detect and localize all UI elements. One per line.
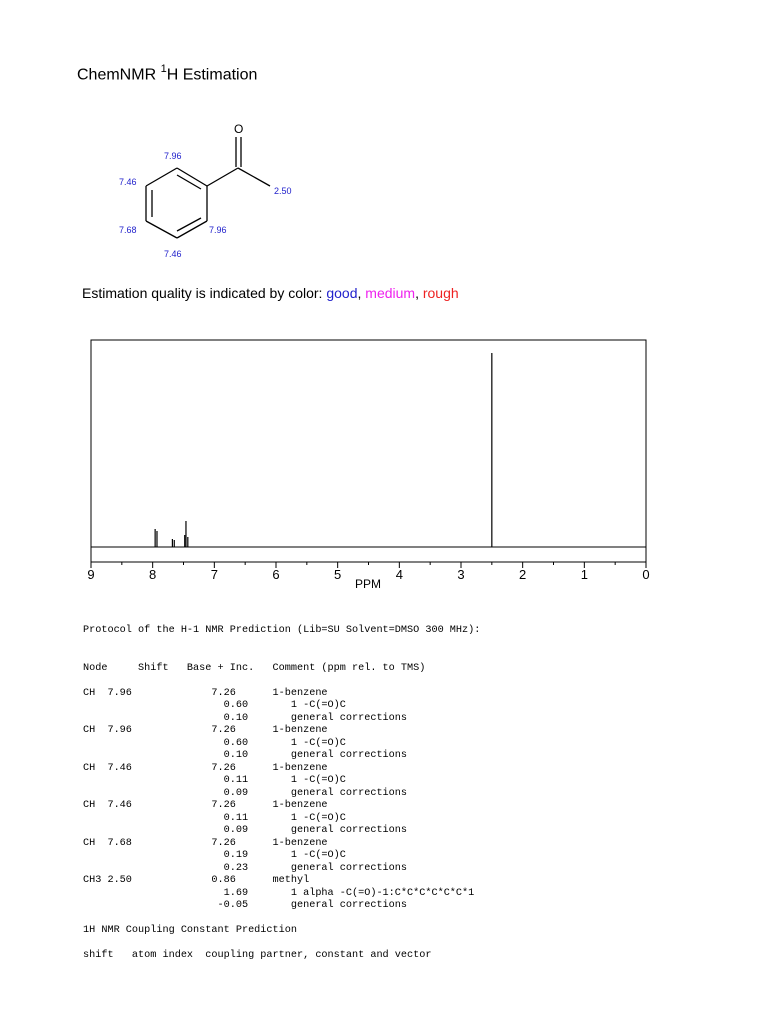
x-tick-label: 2 (519, 567, 527, 582)
shift-label-para: 7.68 (119, 225, 137, 235)
shift-label-ortho-top: 7.96 (164, 151, 182, 161)
protocol-row: CH 7.68 7.26 1-benzene (83, 837, 328, 849)
oxygen-atom-label: O (234, 122, 244, 136)
x-tick-label: 6 (272, 567, 280, 582)
protocol-row: CH 7.46 7.26 1-benzene (83, 800, 328, 811)
title-prefix: ChemNMR (77, 66, 161, 84)
prediction-protocol (83, 625, 480, 963)
x-axis-label: PPM (354, 577, 382, 591)
quality-medium: medium (365, 285, 416, 301)
x-tick-label: 1 (580, 567, 588, 582)
x-tick-label: 9 (87, 567, 95, 582)
quality-sep2: , (415, 285, 423, 301)
title-suffix: H Estimation (166, 66, 258, 84)
protocol-row: 0.11 1 -C(=O)C (83, 812, 346, 824)
quality-sep1: , (357, 285, 366, 301)
protocol-row: -0.05 general corrections (83, 900, 408, 911)
protocol-row: 0.10 general corrections (83, 750, 408, 761)
quality-prefix: Estimation quality is indicated by color: (82, 285, 327, 301)
acetophenone-structure (100, 115, 310, 265)
protocol-row: CH 7.46 7.26 1-benzene (83, 762, 328, 774)
shift-label-meta-top: 7.46 (119, 177, 137, 187)
protocol-row: CH 7.96 7.26 1-benzene (83, 725, 328, 736)
x-tick-label: 0 (642, 567, 650, 582)
protocol-row: 0.60 1 -C(=O)C (83, 700, 346, 711)
x-tick-label: 5 (334, 567, 342, 582)
spectrum-peaks (91, 353, 646, 547)
protocol-row: 0.60 1 -C(=O)C (83, 737, 346, 749)
protocol-row: 0.09 general corrections (83, 825, 408, 836)
x-tick-label: 4 (395, 567, 403, 582)
quality-rough: rough (422, 285, 459, 301)
quality-good: good (326, 285, 358, 301)
protocol-rows (83, 688, 480, 913)
shift-label-ortho-bottom: 7.96 (209, 225, 227, 235)
protocol-row: 0.23 general corrections (83, 862, 408, 874)
coupling-heading: 1H NMR Coupling Constant Prediction (83, 925, 297, 936)
estimation-quality-note (82, 285, 459, 301)
x-tick-label: 8 (149, 567, 157, 582)
nmr-spectrum-chart (80, 335, 660, 595)
protocol-row: 0.19 1 -C(=O)C (83, 850, 346, 861)
protocol-row: CH 7.96 7.26 1-benzene (83, 687, 328, 699)
protocol-row: 0.09 general corrections (83, 787, 408, 799)
plot-frame (91, 340, 646, 562)
protocol-row: 0.11 1 -C(=O)C (83, 775, 346, 786)
title-superscript: 1 (160, 63, 167, 75)
shift-label-meta-bottom: 7.46 (164, 249, 182, 259)
protocol-heading: Protocol of the H-1 NMR Prediction (Lib=SU Solvent=DMSO 300 MHz): (83, 625, 481, 636)
shift-label-methyl: 2.50 (274, 186, 292, 196)
protocol-row: 1.69 1 alpha -C(=O)-1:C*C*C*C*C*C*1 (83, 887, 475, 899)
protocol-row: 0.10 general corrections (83, 712, 408, 724)
protocol-row: CH3 2.50 0.86 methyl (83, 875, 310, 886)
protocol-table-header: Node Shift Base + Inc. Comment (ppm rel. to TMS) (83, 662, 426, 674)
x-tick-label: 3 (457, 567, 465, 582)
x-tick-label: 7 (210, 567, 218, 582)
coupling-table-header: shift atom index coupling partner, constant and vector (83, 950, 432, 961)
page-title (77, 64, 257, 84)
